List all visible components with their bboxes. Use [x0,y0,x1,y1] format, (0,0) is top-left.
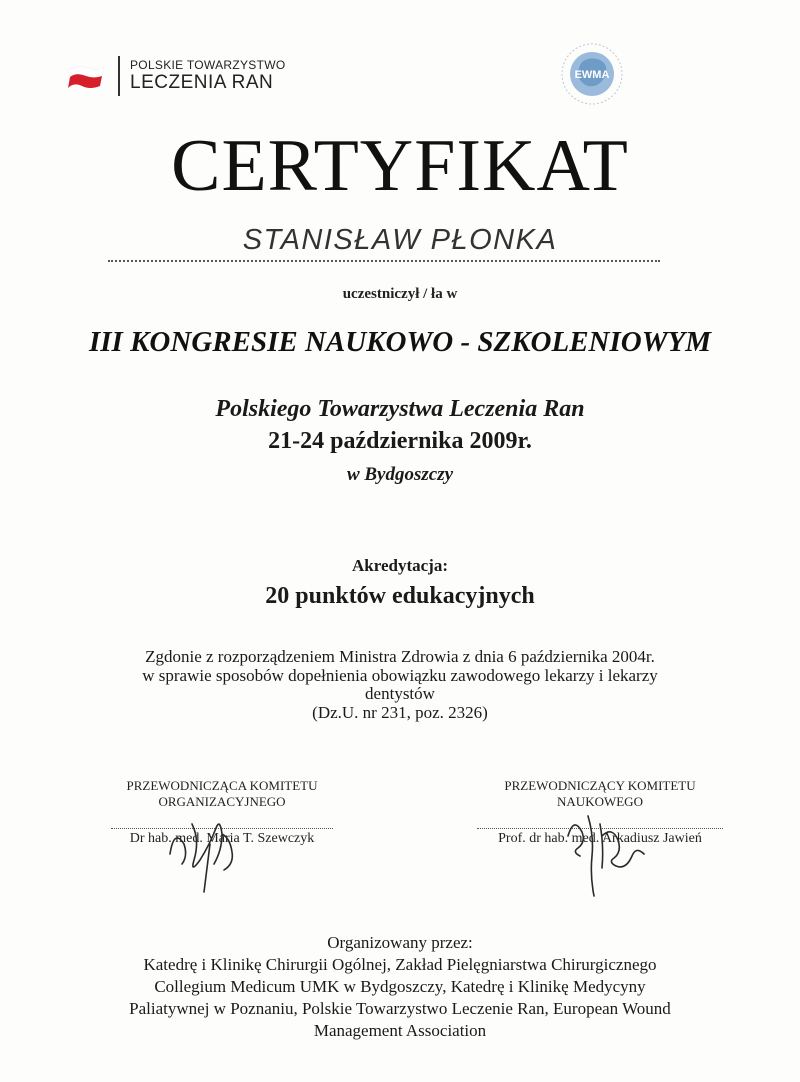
logo-text-line1: POLSKIE TOWARZYSTWO [130,58,286,72]
accreditation-points: 20 punktów edukacyjnych [265,583,535,609]
event-name: III KONGRESIE NAUKOWO - SZKOLENIOWYM [88,326,711,358]
signatory-name: Dr hab. med. Maria T. Szewczyk [129,831,315,846]
participated-text: uczestniczył / ła w [342,286,458,302]
organizers-label: Organizowany przez: [327,933,473,952]
accreditation-label: Akredytacja: [352,556,448,575]
signature-role-line2: ORGANIZACYJNEGO [158,794,286,809]
organizers-line: Collegium Medicum UMK w Bydgoszczy, Katedrę i Klinikę Medycyny [154,977,646,996]
signature-role-line1: PRZEWODNICZĄCY KOMITETU [504,778,696,793]
recipient-name: STANISŁAW PŁONKA [242,224,558,256]
certificate-title: CERTYFIKAT [171,125,629,207]
legal-line: (Dz.U. nr 231, poz. 2326) [312,702,488,722]
legal-line: dentystów [365,684,435,703]
legal-basis [0,648,800,722]
recipient-dotted-line [108,260,660,262]
legal-line: Zgdonie z rozporządzeniem Ministra Zdrowia z dnia 6 października 2004r. [145,647,655,666]
organizers-line: Paliatywnej w Poznaniu, Polskie Towarzystwo Leczenie Ran, European Wound [129,999,671,1018]
organizers-line: Katedrę i Klinikę Chirurgii Ogólnej, Zakład Pielęgniarstwa Chirurgicznego [143,955,657,974]
organizers-line: Management Association [313,1021,487,1040]
ptlr-logo [66,56,286,100]
signature-role-line1: PRZEWODNICZĄCA KOMITETU [126,778,318,793]
logo-divider [118,56,120,96]
signature-role-line2: NAUKOWEGO [557,794,643,809]
event-city: w Bydgoszczy [346,464,454,485]
legal-line: w sprawie sposobów dopełnienia obowiązku zawodowego lekarzy i lekarzy [142,665,658,685]
logo-text-line2: LECZENIA RAN [130,72,274,93]
handwritten-signature-right [560,796,650,906]
ewma-logo [552,40,632,110]
organizer-name: Polskiego Towarzystwa Leczenia Ran [215,396,585,422]
organizers-section [0,932,800,1042]
handwritten-signature-left [160,804,250,894]
event-dates: 21-24 października 2009r. [268,428,532,454]
signatory-name: Prof. dr hab. med. Arkadiusz Jawień [498,831,702,846]
polish-flag-icon [66,64,106,90]
ewma-logo-text: EWMA [574,69,610,81]
